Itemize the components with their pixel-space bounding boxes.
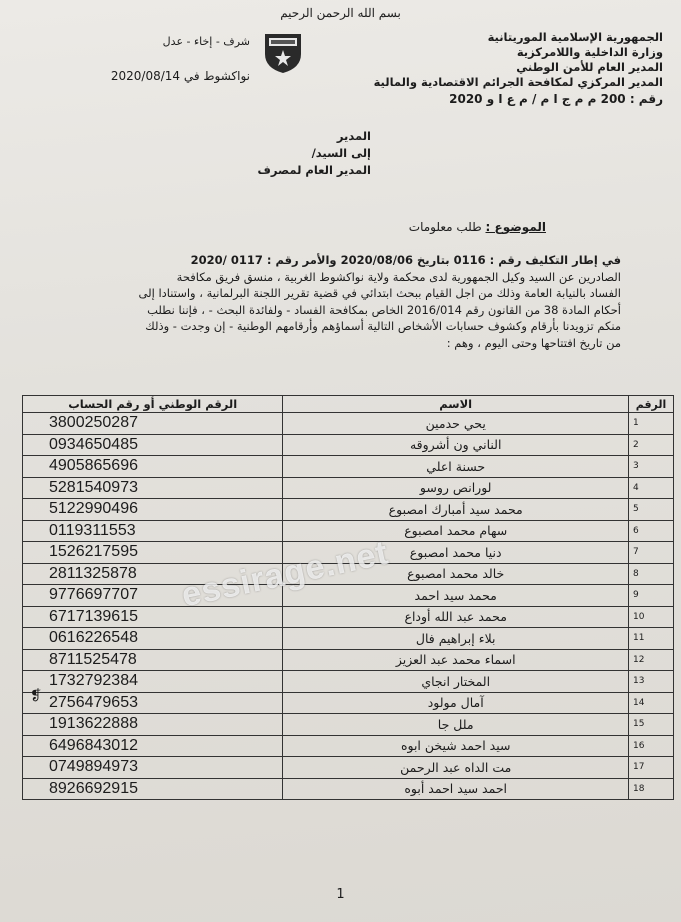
header-line: المدير العام للأمن الوطني — [516, 60, 663, 74]
account-number: 6496843012 — [23, 735, 283, 757]
table-row — [23, 649, 674, 671]
person-name: لورانص روسو — [283, 477, 629, 499]
page-number: 1 — [336, 887, 345, 902]
account-number: 4905865696 — [23, 456, 283, 478]
national-emblem-icon — [262, 30, 304, 74]
document-date: نواكشوط في 2020/08/14 — [110, 69, 250, 83]
person-name: محمد سيد أمبارك امصبوع — [283, 499, 629, 521]
person-name: بلاء إبراهيم فال — [283, 628, 629, 650]
addressee-block — [258, 128, 371, 179]
table-row — [23, 692, 674, 714]
reference-number: رقم : 200 م م ج ا م / م ع ا و 2020 — [449, 92, 663, 106]
table-row — [23, 778, 674, 800]
header-line: الجمهورية الإسلامية الموريتانية — [487, 30, 663, 44]
row-number: 14 — [629, 692, 674, 714]
state-motto: شرف - إخاء - عدل — [162, 35, 250, 48]
row-number: 12 — [629, 649, 674, 671]
persons-table — [22, 395, 674, 800]
body-line: أحكام المادة 38 من القانون رقم 2016/014 الخاص بمكافحة الفساد - ولفائدة البحث - ، فإننا نطلب — [147, 302, 621, 317]
header-num: الرقم — [629, 396, 674, 413]
person-name: احمد سيد احمد أبوه — [283, 778, 629, 800]
person-name: محمد عبد الله أوداع — [283, 606, 629, 628]
account-number: 0934650485 — [23, 434, 283, 456]
row-number: 15 — [629, 714, 674, 736]
person-name: مت الداه عبد الرحمن — [283, 757, 629, 779]
table-row — [23, 628, 674, 650]
person-name: ملل جا — [283, 714, 629, 736]
row-number: 8 — [629, 563, 674, 585]
letter-body — [21, 252, 621, 351]
row-number: 10 — [629, 606, 674, 628]
body-line: الفساد بالنيابة العامة وذلك من اجل القيام ببحث ابتدائي في قضية تقرير اللجنة البرلمانية ، واستنادا إلى — [138, 286, 621, 300]
account-number: 2811325878 — [23, 563, 283, 585]
account-number: 8711525478 — [23, 649, 283, 671]
account-number: 8926692915 — [23, 778, 283, 800]
person-name: المختار انجاي — [283, 671, 629, 693]
person-name: سيد احمد شيخن ابوه — [283, 735, 629, 757]
person-name: خالد محمد امصبوع — [283, 563, 629, 585]
account-number: 0616226548 — [23, 628, 283, 650]
person-name: اسماء محمد عبد العزيز — [283, 649, 629, 671]
body-line: في إطار التكليف رقم : 0116 بتاريخ 2020/08/06 والأمر رقم : 0117 /2020 — [190, 253, 621, 267]
row-number: 3 — [629, 456, 674, 478]
row-number: 1 — [629, 413, 674, 435]
table-row — [23, 499, 674, 521]
person-name: يحي حدمين — [283, 413, 629, 435]
table-row — [23, 477, 674, 499]
account-number: 2756479653 — [23, 692, 283, 714]
person-name: الناني ون أشروقه — [283, 434, 629, 456]
table-row — [23, 606, 674, 628]
account-number: 1526217595 — [23, 542, 283, 564]
person-name: سهام محمد امصبوع — [283, 520, 629, 542]
account-number: 3800250287 — [23, 413, 283, 435]
account-number: 5122990496 — [23, 499, 283, 521]
row-number: 18 — [629, 778, 674, 800]
basmala: بسم الله الرحمن الرحيم — [280, 6, 401, 20]
table-row — [23, 456, 674, 478]
pen-mark: ❡ — [30, 688, 42, 704]
row-number: 6 — [629, 520, 674, 542]
account-number: 1913622888 — [23, 714, 283, 736]
person-name: محمد سيد احمد — [283, 585, 629, 607]
body-line: الصادرين عن السيد وكيل الجمهورية لدى محكمة ولاية نواكشوط الغربية ، منسق فريق مكافحة — [176, 269, 621, 284]
account-number: 0749894973 — [23, 757, 283, 779]
person-name: دنيا محمد امصبوع — [283, 542, 629, 564]
subject-text: طلب معلومات — [408, 220, 482, 234]
row-number: 9 — [629, 585, 674, 607]
table-row — [23, 413, 674, 435]
subject-label: الموضوع : — [485, 220, 546, 234]
body-line: من تاريخ افتتاحها وحتى اليوم ، وهم : — [446, 335, 621, 350]
motto-block — [70, 34, 250, 84]
row-number: 4 — [629, 477, 674, 499]
row-number: 13 — [629, 671, 674, 693]
account-number: 0119311553 — [23, 520, 283, 542]
header-account: الرقم الوطني أو رقم الحساب — [23, 396, 283, 413]
person-name: آمال مولود — [283, 692, 629, 714]
subject-line — [409, 220, 546, 234]
row-number: 7 — [629, 542, 674, 564]
table-header-row — [23, 396, 674, 413]
row-number: 17 — [629, 757, 674, 779]
row-number: 2 — [629, 434, 674, 456]
row-number: 16 — [629, 735, 674, 757]
account-number: 9776697707 — [23, 585, 283, 607]
body-line: منكم تزويدنا بأرقام وكشوف حسابات الأشخاص التالية أسماؤهم وأرقامهم الوطنية - إن وجدت - وذلك — [145, 319, 621, 333]
issuer-header — [333, 30, 663, 107]
table-row — [23, 671, 674, 693]
addressee-prefix: إلى السيد/ — [311, 146, 371, 160]
account-number: 1732792384 — [23, 671, 283, 693]
table-row — [23, 520, 674, 542]
person-name: حسنة اعلي — [283, 456, 629, 478]
row-number: 11 — [629, 628, 674, 650]
account-number: 6717139615 — [23, 606, 283, 628]
recipient-title: المدير العام لمصرف — [257, 163, 371, 177]
sender-title: المدير — [336, 129, 371, 143]
header-name: الاسم — [283, 396, 629, 413]
table-row — [23, 735, 674, 757]
table-row — [23, 585, 674, 607]
table-row — [23, 714, 674, 736]
row-number: 5 — [629, 499, 674, 521]
watermark: essirage.net — [178, 533, 393, 615]
table-row — [23, 757, 674, 779]
header-line: المدير المركزي لمكافحة الجرائم الاقتصادية والمالية — [373, 75, 663, 89]
header-line: وزارة الداخلية واللامركزية — [516, 45, 663, 59]
account-number: 5281540973 — [23, 477, 283, 499]
table-row — [23, 434, 674, 456]
